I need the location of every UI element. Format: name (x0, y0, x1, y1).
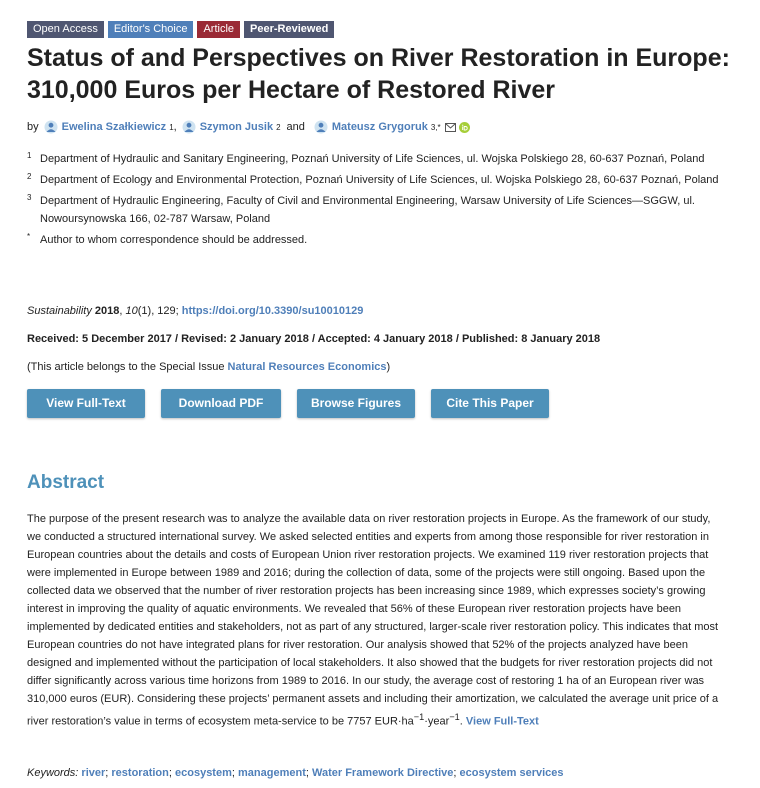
abstract-end: . (459, 715, 466, 728)
keyword-link[interactable]: ecosystem services (459, 767, 564, 779)
article-type-badge: Article (197, 21, 240, 38)
affiliation-number: 1 (27, 151, 32, 160)
author-name[interactable]: Mateusz Grygoruk (331, 121, 428, 133)
author-list (27, 120, 470, 134)
and-label: and (286, 121, 305, 133)
unit-exponent-year: −1 (449, 712, 460, 722)
author-name[interactable]: Szymon Jusik (199, 121, 274, 133)
keyword-separator: ; (453, 767, 460, 779)
citation-volume: 10 (125, 305, 138, 317)
browse-figures-button[interactable]: Browse Figures (297, 389, 415, 418)
affiliation-text: Author to whom correspondence should be addressed. (40, 234, 308, 246)
abstract-text (27, 510, 724, 731)
affiliation-number: 3 (27, 193, 32, 202)
unit-exponent-ha: −1 (413, 712, 425, 722)
keyword-link[interactable]: management (238, 767, 306, 779)
keyword-link[interactable]: restoration (111, 767, 169, 779)
affiliation-text: Department of Hydraulic Engineering, Faculty of Civil and Environmental Engineering, Warsaw University of Life Sciences—SGGW, ul. Nowoursynowska 166, 02-787 Warsaw, Poland (40, 195, 695, 225)
open-access-badge[interactable]: Open Access (27, 21, 104, 38)
author-profile-icon (182, 120, 196, 134)
cite-this-paper-button[interactable]: Cite This Paper (431, 389, 549, 418)
affiliation-number: * (27, 232, 31, 241)
action-buttons (27, 389, 565, 418)
orcid-icon[interactable] (459, 122, 470, 133)
affiliation-text: Department of Ecology and Environmental Protection, Poznań University of Life Sciences, ul. Wojska Polskiego 28, 60-637 Poznań, Poland (40, 174, 719, 186)
author-affil-sup: 2 (276, 122, 281, 132)
special-issue-note (27, 361, 390, 373)
keyword-separator: ; (231, 767, 238, 779)
affiliation-item (27, 171, 727, 189)
keyword-separator: ; (168, 767, 175, 779)
citation-issue-pages: (1), 129; (137, 305, 182, 317)
keyword-link[interactable]: river (81, 767, 106, 779)
citation-year: 2018 (94, 305, 120, 317)
affiliation-number: 2 (27, 172, 32, 181)
author-profile-icon (314, 120, 328, 134)
publication-dates: Received: 5 December 2017 / Revised: 2 January 2018 / Accepted: 4 January 2018 / Published: 8 January 2018 (27, 333, 601, 345)
keyword-link[interactable]: Water Framework Directive (311, 767, 454, 779)
view-full-text-button[interactable]: View Full-Text (27, 389, 145, 418)
download-pdf-button[interactable]: Download PDF (161, 389, 281, 418)
citation-line: Sustainability 2018, 10(1), 129; https://doi.org/10.3390/su10010129 (27, 305, 364, 317)
abstract-body: The purpose of the present research was to analyze the available data on river restoration projects in Europe. As the framework of our study, we conducted a structured international survey. We asked selected entities and experts from among those responsible for river restoration in European countries about the details and costs of European Union river restoration projects. We examined 119 river restoration projects that were implemented in Europe between 1989 and 2016; during the collection of data, some of the projects were still ongoing. Based upon the collected data we observed that the number of river restoration projects has been increasing since 1989, which expresses society’s growing interest in improving the quality of aquatic environments. We revealed that 56% of these European river restoration projects have been implemented by dedicated entities and stakeholders, not as part of any structured, larger-scale river restoration policy. This indicates that most European countries do not have integrated plans for river restoration. Our analysis showed that 52% of the projects analyzed have been designed and implemented without the participation of local stakeholders. It also showed that the budgets for river restoration projects did not differ significantly across various time horizons from 1989 to 2016. In our study, the average cost of restoring 1 ha of an European river was 310,000 euros (EUR). Considering these projects’ permanent assets and including their amortization, we calculated the average unit price of a river restoration’s value in terms of ecosystem meta-service to be 7757 (27, 513, 719, 728)
author-profile-icon (44, 120, 58, 134)
special-issue-prefix: (This article belongs to the Special Issue (27, 361, 228, 373)
keyword-link[interactable]: ecosystem (175, 767, 232, 779)
affiliation-item (27, 192, 727, 228)
author-name[interactable]: Ewelina Szałkiewicz (61, 121, 167, 133)
badge-row (27, 21, 334, 38)
article-title: Status of and Perspectives on River Restoration in Europe: 310,000 Euros per Hectare of Restored River (27, 44, 730, 104)
affiliation-item (27, 231, 727, 249)
editors-choice-badge[interactable]: Editor's Choice (108, 21, 194, 38)
peer-reviewed-badge[interactable]: Peer-Reviewed (244, 21, 334, 38)
unit-year: ·year (424, 715, 450, 728)
affiliation-list (27, 150, 727, 252)
by-label: by (27, 121, 39, 133)
doi-link[interactable]: https://doi.org/10.3390/su10010129 (181, 305, 364, 317)
keywords-line (27, 767, 564, 779)
abstract-heading: Abstract (27, 472, 105, 493)
affiliation-item (27, 150, 727, 168)
affiliation-text: Department of Hydraulic and Sanitary Engineering, Poznań University of Life Sciences, ul. Wojska Polskiego 28, 60-637 Poznań, Poland (40, 153, 705, 165)
keyword-separator: ; (105, 767, 112, 779)
special-issue-suffix: ) (386, 361, 391, 373)
abstract-view-full-text-link[interactable]: View Full-Text (465, 715, 539, 728)
journal-name: Sustainability (27, 305, 92, 317)
keywords-label: Keywords: (27, 767, 79, 779)
unit-eur-ha: EUR·ha (374, 715, 414, 728)
author-3[interactable] (309, 120, 428, 134)
author-1[interactable] (39, 120, 167, 134)
author-separator: , (173, 121, 177, 133)
email-icon[interactable] (445, 123, 456, 132)
author-2[interactable] (177, 120, 273, 134)
author-affil-sup: 3,* (430, 122, 441, 132)
keyword-separator: ; (305, 767, 312, 779)
author-affil-sup: 1 (169, 122, 174, 132)
special-issue-link[interactable]: Natural Resources Economics (227, 361, 387, 373)
